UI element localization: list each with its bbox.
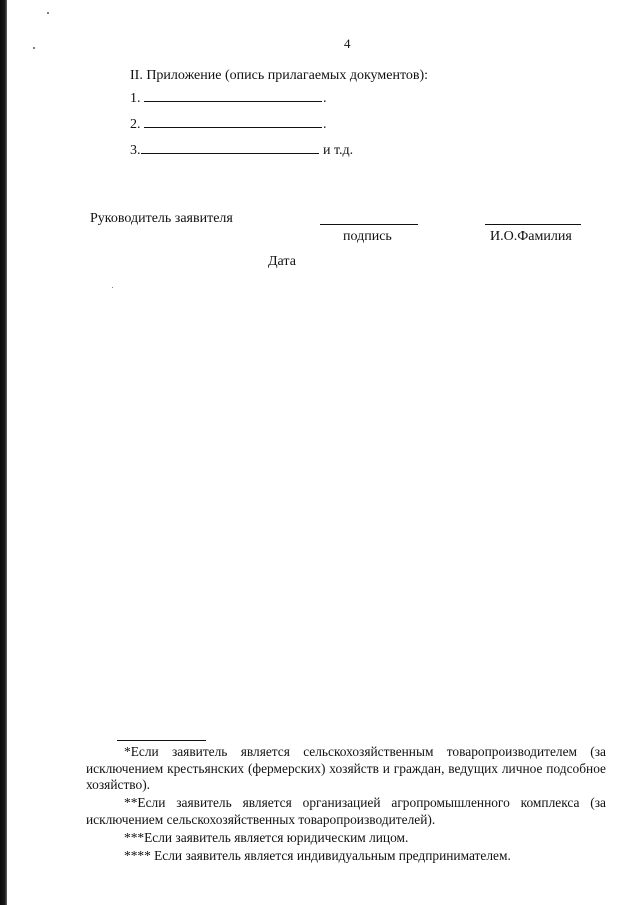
footnote-text: ***Если заявитель является юридическим лицом. [124, 830, 409, 845]
item-number: 1. [130, 91, 141, 106]
footnote-text: **** Если заявитель является индивидуальным предпринимателем. [124, 848, 511, 863]
signature-caption: подпись [343, 229, 392, 244]
scan-speck [33, 47, 35, 49]
scan-speck [112, 287, 113, 288]
blank-line [141, 141, 319, 154]
item-tail: и т.д. [323, 143, 354, 158]
name-caption: И.О.Фамилия [490, 229, 572, 244]
appendix-item-1 [130, 89, 327, 107]
footnote-separator [117, 740, 206, 741]
date-label: Дата [268, 254, 296, 269]
blank-line [144, 115, 322, 128]
footnote-4 [86, 848, 606, 865]
footnote-3 [86, 830, 606, 847]
scan-speck [47, 12, 49, 14]
footnote-2 [86, 795, 606, 828]
role-label: Руководитель заявителя [90, 211, 233, 226]
scan-edge [0, 0, 7, 905]
appendix-title: II. Приложение (опись прилагаемых документов): [130, 68, 429, 83]
appendix-item-3 [130, 141, 353, 159]
item-tail: . [323, 117, 327, 132]
item-tail: . [323, 91, 327, 106]
item-number: 3. [130, 143, 141, 158]
item-number: 2. [130, 117, 141, 132]
blank-line [144, 89, 322, 102]
page-number: 4 [344, 36, 351, 51]
signature-line [320, 224, 418, 225]
footnote-text: **Если заявитель является организацией агропромышленного комплекса (за исключением сельскохозяйственных товаропроизводителей). [86, 795, 606, 827]
footnote-text: *Если заявитель является сельскохозяйственным товаропроизводителем (за исключением крестьянских (фермерских) хозяйств и граждан, ведущих личное подсобное хозяйство). [86, 744, 606, 792]
appendix-item-2 [130, 115, 327, 133]
footnote-1 [86, 744, 606, 794]
name-line [485, 224, 581, 225]
